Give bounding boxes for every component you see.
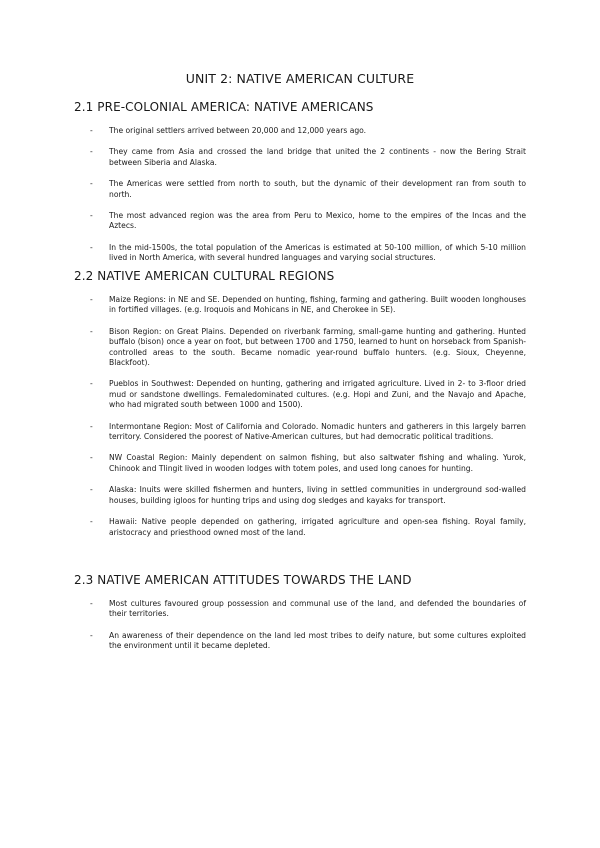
document-title: UNIT 2: NATIVE AMERICAN CULTURE — [185, 71, 415, 86]
dash-bullet: - — [90, 126, 93, 135]
section-heading: 2.2 NATIVE AMERICAN CULTURAL REGIONS — [74, 269, 335, 283]
dash-bullet: - — [90, 453, 93, 463]
list-item: - They came from Asia and crossed the land bridge that united the 2 continents - now the Bering Strait between Siberia and Alaska. — [90, 147, 526, 167]
dash-bullet: - — [90, 326, 93, 336]
list-item: - Hawaii: Native people depended on gathering, irrigated agriculture and open-sea fishing. Royal family, aristocracy and priesthood owned most of the land. — [90, 517, 526, 537]
list-item: - Bison Region: on Great Plains. Depended on riverbank farming, small-game hunting and gathering. Hunted buffalo (bison) once a year on foot, but between 1700 and 1750, learned to hunt on horseback from Spanish-controlled areas to the south. Became nomadic year-round buffalo hunters. (e.g. Sioux, Cheyenne, Blackfoot). — [90, 326, 526, 368]
list-item: - Maize Regions: in NE and SE. Depended on hunting, fishing, farming and gathering. Built wooden longhouses in fortified villages. (e.g. Iroquois and Mohicans in NE, and Cherokee in SE). — [90, 295, 526, 315]
list-item: - The original settlers arrived between 20,000 and 12,000 years ago. — [90, 126, 367, 135]
list-item: - Intermontane Region: Most of California and Colorado. Nomadic hunters and gatherers in this largely barren territory. Considered the poorest of Native-American cultures, but had democratic political traditions. — [90, 421, 526, 442]
section-cultural-regions — [74, 269, 526, 549]
list-item: - The most advanced region was the area from Peru to Mexico, home to the empires of the Incas and the Aztecs. — [90, 211, 526, 231]
dash-bullet: - — [90, 599, 93, 608]
list-item: - Most cultures favoured group possession and communal use of the land, and defended the boundaries of their territories. — [90, 599, 526, 619]
bullet-list — [74, 599, 526, 652]
section-heading: 2.1 PRE-COLONIAL AMERICA: NATIVE AMERICANS — [74, 100, 374, 114]
section-heading: 2.3 NATIVE AMERICAN ATTITUDES TOWARDS THE LAND — [74, 573, 412, 587]
list-item: - Pueblos in Southwest: Depended on hunting, gathering and irrigated agriculture. Lived in 2- to 3-floor dried mud or sandstone dwellings. Femaledominated cultures. (e.g. Hopi and Zuni, and the Navajo and Apache, who had migrated south between 1000 and 1500). — [90, 379, 526, 410]
list-item: - An awareness of their dependence on the land led most tribes to deify nature, but some cultures exploited the environment until it became depleted. — [90, 630, 526, 651]
list-item: - In the mid-1500s, the total population of the Americas is estimated at 50-100 million, of which 5-10 million lived in North America, with several hundred languages and varying social structures. — [90, 242, 526, 263]
dash-bullet: - — [90, 242, 93, 252]
dash-bullet: - — [90, 517, 93, 527]
list-item: - Alaska: Inuits were skilled fishermen and hunters, living in settled communities in underground sod-walled houses, building igloos for hunting trips and using dog sledges and kayaks for transport. — [90, 485, 526, 505]
dash-bullet: - — [90, 295, 93, 304]
dash-bullet: - — [90, 379, 93, 389]
dash-bullet: - — [90, 211, 93, 221]
dash-bullet: - — [90, 485, 93, 495]
list-item: - The Americas were settled from north to south, but the dynamic of their development ran from south to north. — [90, 179, 526, 199]
section-attitudes-land — [74, 573, 526, 663]
dash-bullet: - — [90, 179, 93, 189]
dash-bullet: - — [90, 147, 93, 157]
dash-bullet: - — [90, 421, 93, 431]
bullet-list — [74, 126, 526, 264]
list-item: - NW Coastal Region: Mainly dependent on salmon fishing, but also saltwater fishing and whaling. Yurok, Chinook and Tlingit lived in wooden lodges with totem poles, and used long canoes for hunting. — [90, 453, 526, 473]
section-pre-colonial — [74, 100, 526, 275]
dash-bullet: - — [90, 630, 93, 640]
bullet-list — [74, 295, 526, 538]
